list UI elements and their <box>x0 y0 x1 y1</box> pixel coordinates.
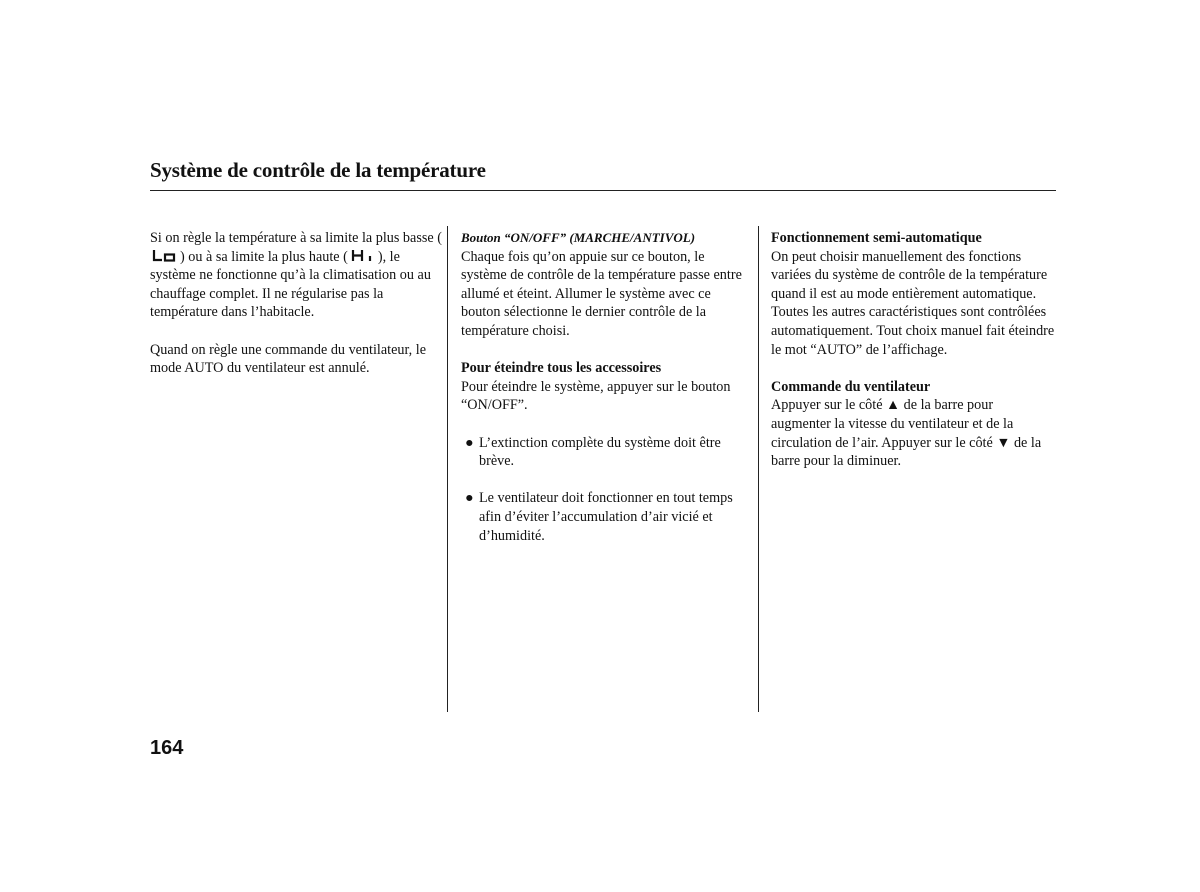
col1-paragraph-2: Quand on règle une commande du ventilateur, le mode AUTO du ventilateur est annulé. <box>150 341 426 377</box>
accessories-heading: Pour éteindre tous les accessoires <box>461 360 662 377</box>
arrow-down-icon: ▼ <box>996 434 1011 451</box>
bullet-icon: ● <box>465 434 474 451</box>
column-divider-2 <box>758 226 759 712</box>
bullet-text-2: Le ventilateur doit fonctionner en tout temps afin d’éviter l’accumulation d’air vicié et d’humidité. <box>479 490 733 544</box>
bullet-icon: ● <box>465 490 474 507</box>
fan-p-part-b: de la barre pour augmenter la vitesse du ventilateur et de la circulation de l’air. Appuyer sur le côté <box>771 397 1014 451</box>
arrow-up-icon: ▲ <box>886 397 901 414</box>
column-2 <box>461 229 749 545</box>
fan-p-part-a: Appuyer sur le côté <box>771 397 883 414</box>
accessories-paragraph: Pour éteindre le système, appuyer sur le bouton “ON/OFF”. <box>461 378 731 414</box>
page-title: Système de contrôle de la température <box>150 158 486 182</box>
column-1 <box>150 229 442 378</box>
column-3 <box>771 229 1056 471</box>
bullet-item-2 <box>461 489 749 545</box>
col1-paragraph-1 <box>150 229 442 322</box>
fan-p-part-c: de la barre pour la diminuer. <box>771 434 1042 470</box>
bullet-item-1 <box>461 434 749 471</box>
column-divider-1 <box>447 226 448 712</box>
lo-segment-icon <box>150 249 180 263</box>
col1-p1-part-b: ) ou à sa limite la plus haute ( <box>180 248 348 265</box>
col1-p1-part-a: Si on règle la température à sa limite la plus basse ( <box>150 230 442 246</box>
title-rule <box>150 190 1056 191</box>
hi-segment-icon <box>348 249 378 263</box>
page-number: 164 <box>150 737 184 759</box>
on-off-paragraph: Chaque fois qu’on appuie sur ce bouton, le système de contrôle de la température passe entre allumé et éteint. Allumer le système avec ce bouton sélectionne le dernier contrôle de la température choisi. <box>461 248 742 339</box>
semi-auto-heading: Fonctionnement semi-automatique <box>771 230 982 246</box>
col1-p1-part-c: ), le système ne fonctionne qu’à la climatisation ou au chauffage complet. Il ne régularise pas la température dans l’habitacle. <box>150 248 431 321</box>
fan-control-paragraph <box>771 396 1056 470</box>
fan-control-heading: Commande du ventilateur <box>771 378 931 395</box>
semi-auto-paragraph: On peut choisir manuellement des fonctions variées du système de contrôle de la température quand il est au mode entièrement automatique. Toutes les autres caractéristiques sont contrôlées automatiquement. Tout choix manuel fait éteindre le mot “AUTO” de l’affichage. <box>771 248 1055 358</box>
on-off-heading: Bouton “ON/OFF” (MARCHE/ANTIVOL) <box>461 230 696 245</box>
bullet-text-1: L’extinction complète du système doit être brève. <box>479 434 721 470</box>
